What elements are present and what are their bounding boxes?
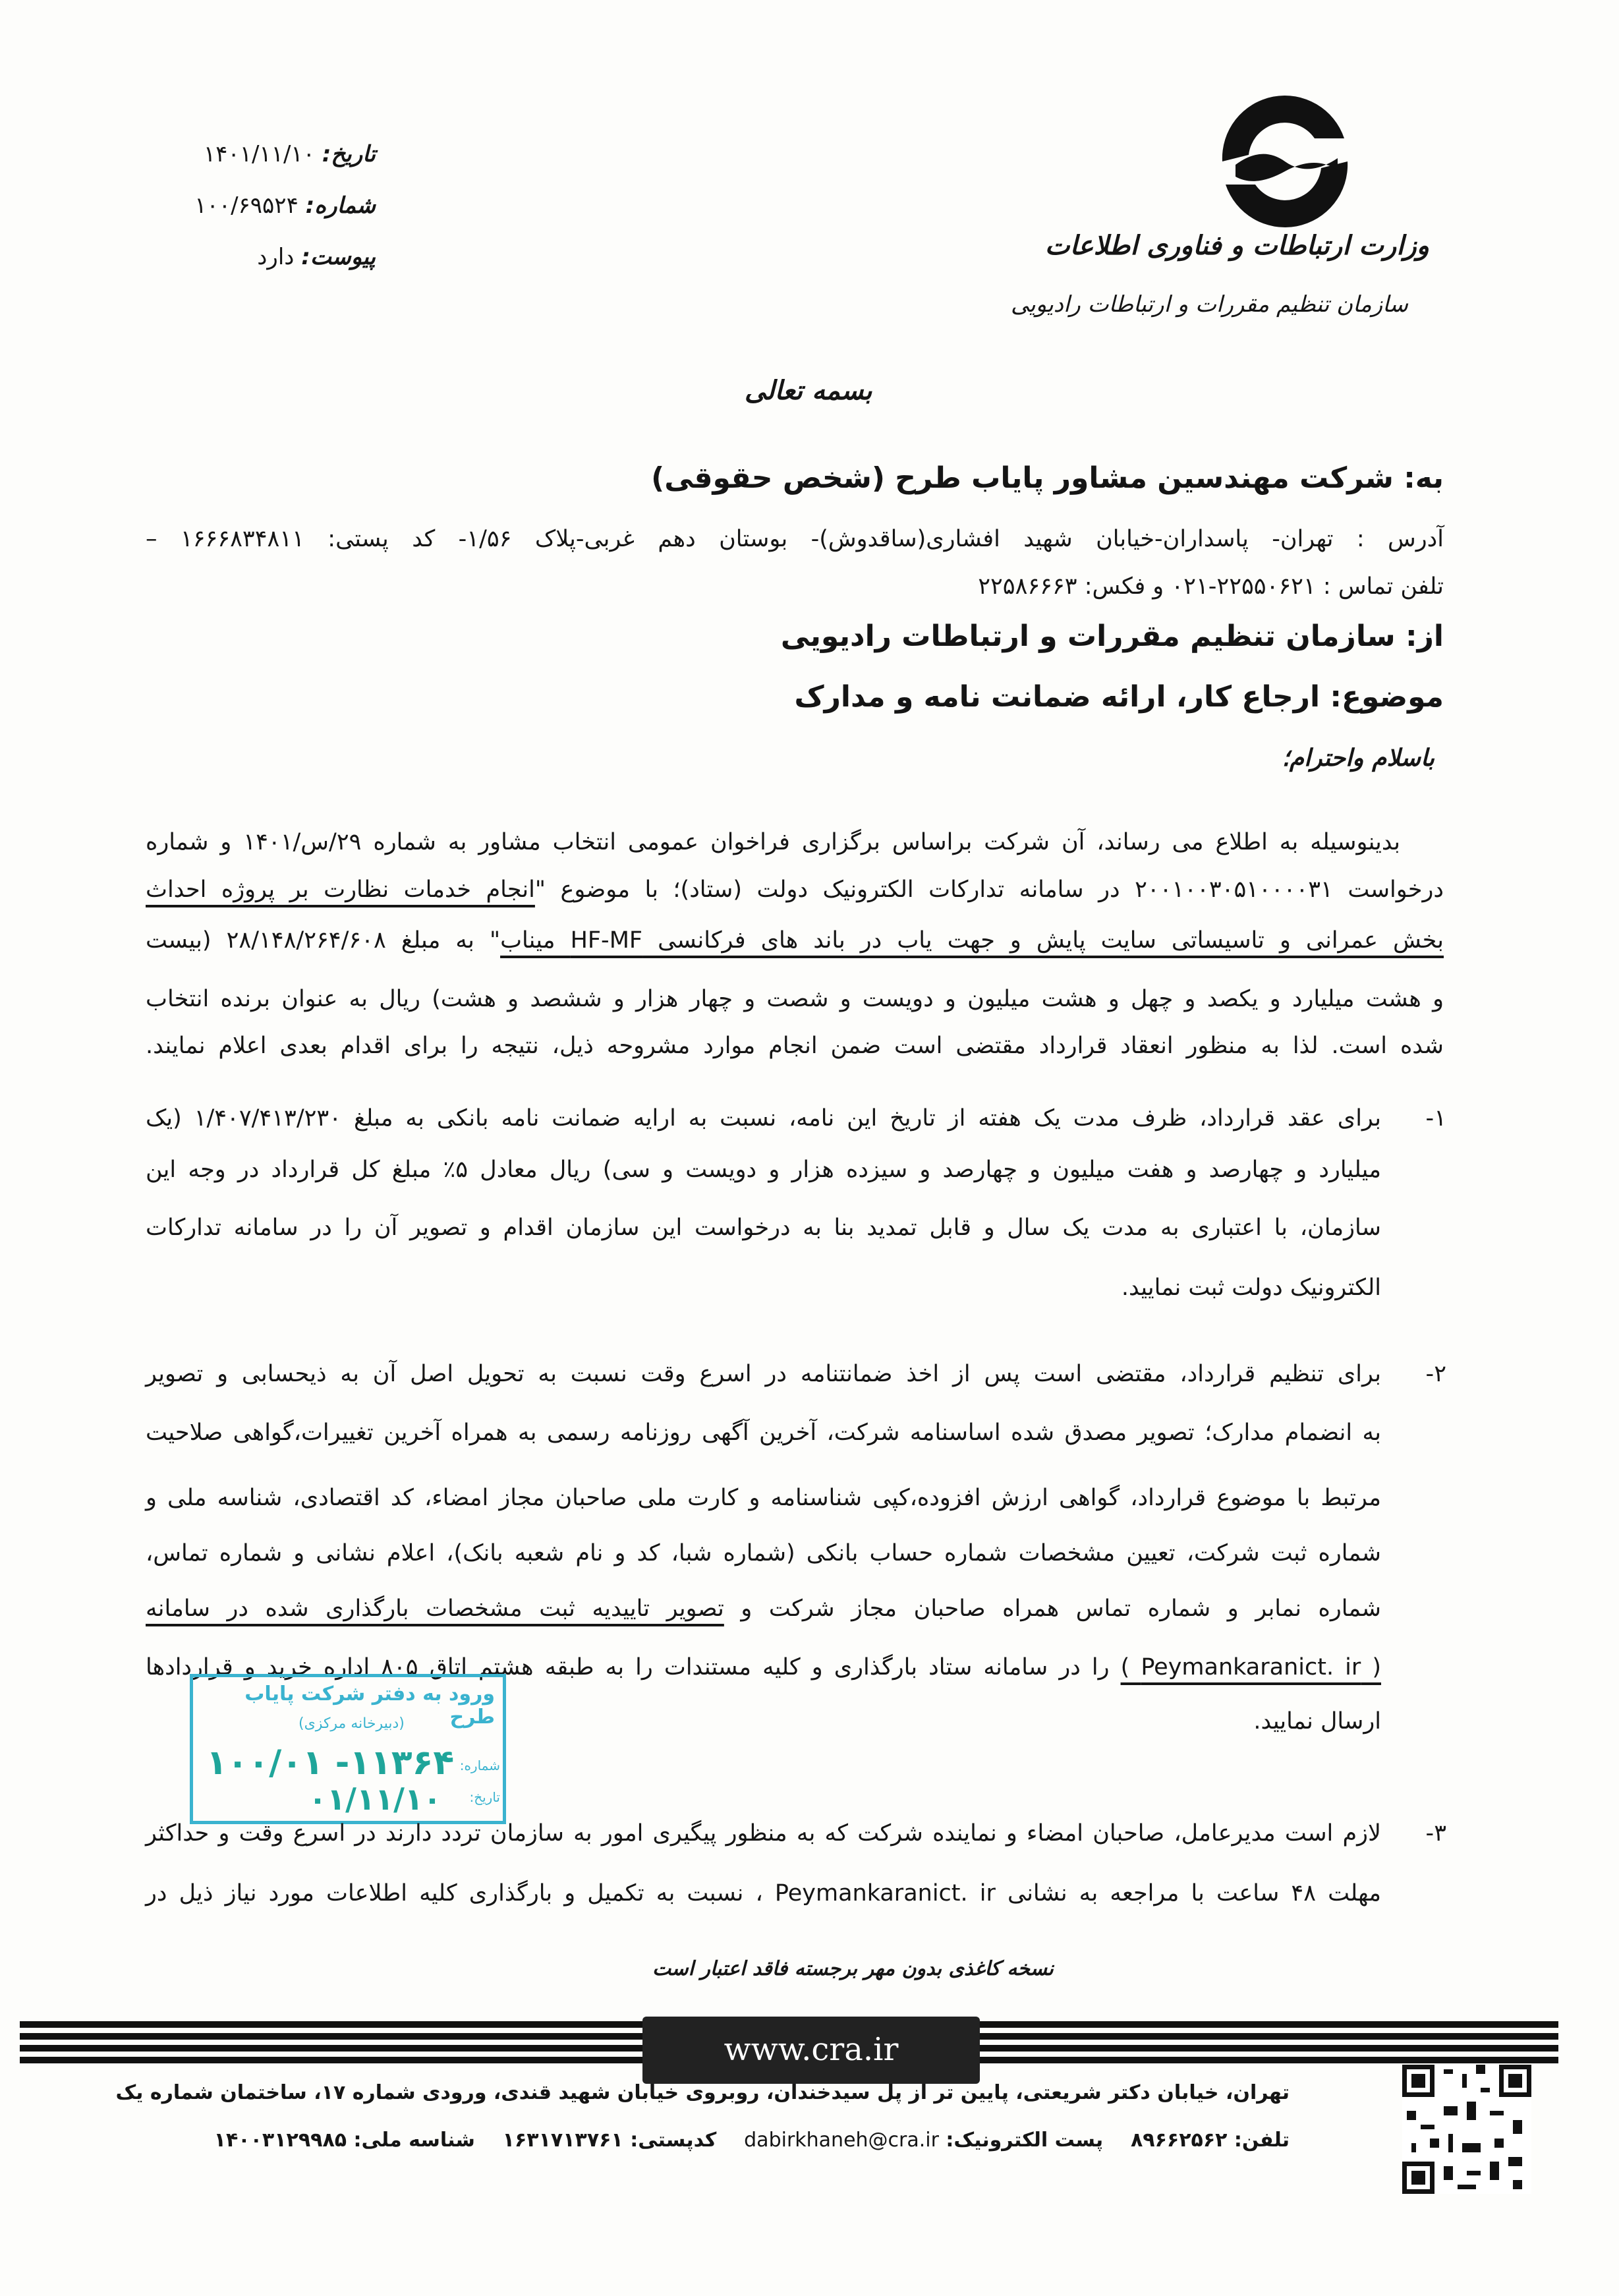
attachment-row bbox=[191, 231, 376, 283]
item-line: لازم است مدیرعامل، صاحبان امضاء و نماینده شرکت که به منظور پیگیری امور به سازمان تردد دارند در اسرع وقت و حداکثر bbox=[146, 1820, 1381, 1847]
stamp-title: ورود به دفتر شرکت پایاب طرح bbox=[244, 1682, 495, 1729]
project-title: انجام خدمات نظارت بر پروژه احداث bbox=[146, 876, 535, 903]
body-text: درخواست ۲۰۰۱۰۰۳۰۵۱۰۰۰۰۳۱ در سامانه تدارکات الکترونیک دولت (ستاد)؛ با موضوع " bbox=[534, 876, 1444, 903]
stamp-number-handwritten: ۱۰۰/۰۱ -۱۱۳۶۴ bbox=[206, 1743, 455, 1783]
peymankaran-link[interactable]: ( Peymankaranict. ir ) bbox=[1120, 1654, 1381, 1680]
footer-email[interactable]: dabirkhaneh@cra.ir bbox=[744, 2129, 939, 2152]
item-number: ۳- bbox=[1425, 1820, 1446, 1847]
item-line: برای تنظیم قرارداد، مقتضی است پس از اخذ ضمانتنامه در اسرع وقت نسبت به تحویل اصل آن به ذیحسابی و تصویر bbox=[146, 1361, 1381, 1387]
organization-name: سازمان تنظیم مقررات و ارتباطات رادیویی bbox=[1010, 291, 1408, 318]
letter-meta bbox=[191, 129, 376, 283]
stamp-number-label: شماره: bbox=[459, 1758, 500, 1773]
number-row bbox=[191, 180, 376, 231]
stamp-subtitle: (دبیرخانه مرکزی) bbox=[298, 1715, 405, 1732]
greeting: باسلام واحترام؛ bbox=[1282, 745, 1434, 772]
item-number: ۱- bbox=[1425, 1105, 1446, 1132]
footnote: نسخه کاغذی بدون مهر برجسته فاقد اعتبار است bbox=[652, 1957, 1054, 1980]
item-line: سازمان، با اعتباری به مدت یک سال و قابل تمدید بنا به درخواست این سازمان اقدام و تصویر آن را در سامانه تدارکات bbox=[146, 1215, 1381, 1241]
subject: موضوع: ارجاع کار، ارائه ضمانت نامه و مدارک bbox=[794, 680, 1444, 714]
footer-contacts bbox=[214, 2129, 1290, 2152]
body-line bbox=[146, 922, 1444, 959]
footer-email-label: پست الکترونیک: bbox=[946, 2129, 1104, 2152]
website-banner bbox=[642, 2017, 980, 2084]
item-line: ارسال نمایید. bbox=[1253, 1708, 1381, 1735]
registration-proof: تصویر تاییدیه ثبت مشخصات بارگذاری شده در سامانه bbox=[146, 1595, 724, 1622]
date-row bbox=[191, 129, 376, 180]
contract-amount: " به مبلغ ۲۸/۱۴۸/۲۶۴/۶۰۸ (بیست bbox=[146, 927, 501, 954]
project-title: بخش عمرانی و تاسیساتی سایت پایش و جهت یاب در باند های فرکانسی HF-MF میناب bbox=[500, 927, 1444, 954]
item-line: به انضمام مدارک؛ تصویر مصدق شده اساسنامه شرکت، آخرین آگهی روزنامه رسمی به همراه آخرین تغییرات،گواهی صلاحیت bbox=[146, 1420, 1381, 1446]
cra-logo-icon bbox=[1209, 92, 1361, 231]
item-line: میلیارد و چهارصد و هفت میلیون و چهارصد و سیزده هزار و دویست و سی) ریال معادل ۵٪ مبلغ کل قرارداد در وجه این bbox=[146, 1157, 1381, 1183]
body-line: شده است. لذا به منظور انعقاد قرارداد مقتضی است ضمن انجام موارد مشروحه ذیل، نتیجه را برای اقدام بعدی اعلام نمایند. bbox=[146, 1033, 1444, 1059]
qr-code-icon bbox=[1402, 2065, 1531, 2194]
item-line bbox=[146, 1590, 1381, 1627]
number-label: شماره: bbox=[305, 192, 376, 219]
number-value: ۱۰۰/۶۹۵۲۴ bbox=[194, 192, 298, 219]
website-link[interactable]: www.cra.ir bbox=[724, 2031, 899, 2068]
footer-address: تهران، خیابان دکتر شریعتی، پایین تر از پل سیدخندان، روبروی خیابان شهید قندی، ورودی شماره ۱۷، ساختمان شماره یک bbox=[115, 2081, 1290, 2104]
recipient-address: آدرس : تهران- پاسداران-خیابان شهید افشاری(ساقدوش)- بوستان دهم غربی-پلاک ۱/۵۶- کد پستی: ۱۶۶۶۸۳۴۸۱۱ – bbox=[146, 526, 1444, 552]
stamp-date-handwritten: ۰۱/۱۱/۱۰ bbox=[308, 1781, 442, 1817]
recipient: به: شرکت مهندسین مشاور پایاب طرح (شخص حقوقی) bbox=[651, 461, 1444, 495]
item-text: را در سامانه ستاد بارگذاری و کلیه مستندات را به طبقه هشتم اتاق ۸۰۵ اداره خرید و قراردادها bbox=[146, 1654, 1121, 1680]
date-value: ۱۴۰۱/۱۱/۱۰ bbox=[203, 141, 315, 167]
date-label: تاریخ: bbox=[322, 141, 376, 167]
item-line: مهلت ۴۸ ساعت با مراجعه به نشانی Peymankaranict. ir ، نسبت به تکمیل و بارگذاری کلیه اطلاعات مورد نیاز ذیل در bbox=[146, 1880, 1381, 1907]
attachment-label: پیوست: bbox=[301, 244, 376, 270]
body-line bbox=[146, 871, 1444, 908]
item-line: شماره ثبت شرکت، تعیین مشخصات شماره حساب بانکی (شماره شبا، کد و نام شعبه بانک)، اعلام نشانی و شماره تماس، bbox=[146, 1540, 1381, 1566]
ministry-name: وزارت ارتباطات و فناوری اطلاعات bbox=[1044, 231, 1429, 261]
footer-national-id: شناسه ملی: ۱۴۰۰۳۱۲۹۹۸۵ bbox=[213, 2129, 475, 2152]
recipient-phone: تلفن تماس : ۲۲۵۵۰۶۲۱-۰۲۱ و فکس: ۲۲۵۸۶۶۶۳ bbox=[978, 573, 1444, 600]
item-text: شماره نمابر و شماره تماس همراه صاحبان مجاز شرکت و bbox=[724, 1595, 1381, 1622]
invocation: بسمه تعالی bbox=[745, 376, 872, 406]
item-line: مرتبط با موضوع قرارداد، گواهی ارزش افزوده،کپی شناسنامه و کارت ملی صاحبان مجاز امضاء، کد اقتصادی، شناسه ملی و bbox=[146, 1485, 1381, 1511]
item-line: برای عقد قرارداد، ظرف مدت یک هفته از تاریخ این نامه، نسبت به ارایه ضمانت نامه بانکی به مبلغ ۱/۴۰۷/۴۱۳/۲۳۰ (یک bbox=[146, 1105, 1381, 1132]
sender: از: سازمان تنظیم مقررات و ارتباطات رادیویی bbox=[780, 619, 1444, 653]
item-number: ۲- bbox=[1425, 1361, 1446, 1387]
body-line: و هشت میلیارد و یکصد و چهل و هشت میلیون و دویست و شصت و چهار هزار و ششصد و هشت) ریال به عنوان برنده انتخاب bbox=[146, 986, 1444, 1012]
item-line: الکترونیک دولت ثبت نمایید. bbox=[1121, 1275, 1381, 1301]
body-line: بدینوسیله به اطلاع می رساند، آن شرکت براساس برگزاری فراخوان عمومی انتخاب مشاور به شماره ۲۹/س/۱۴۰۱ و شماره bbox=[146, 829, 1400, 855]
attachment-value: دارد bbox=[257, 244, 295, 270]
stamp-date-label: تاریخ: bbox=[469, 1789, 500, 1805]
footer-phone: تلفن: ۸۹۶۶۲۵۶۲ bbox=[1130, 2129, 1290, 2152]
receipt-stamp bbox=[190, 1674, 506, 1824]
footer-postal-code: کدپستی: ۱۶۳۱۷۱۳۷۶۱ bbox=[502, 2129, 717, 2152]
